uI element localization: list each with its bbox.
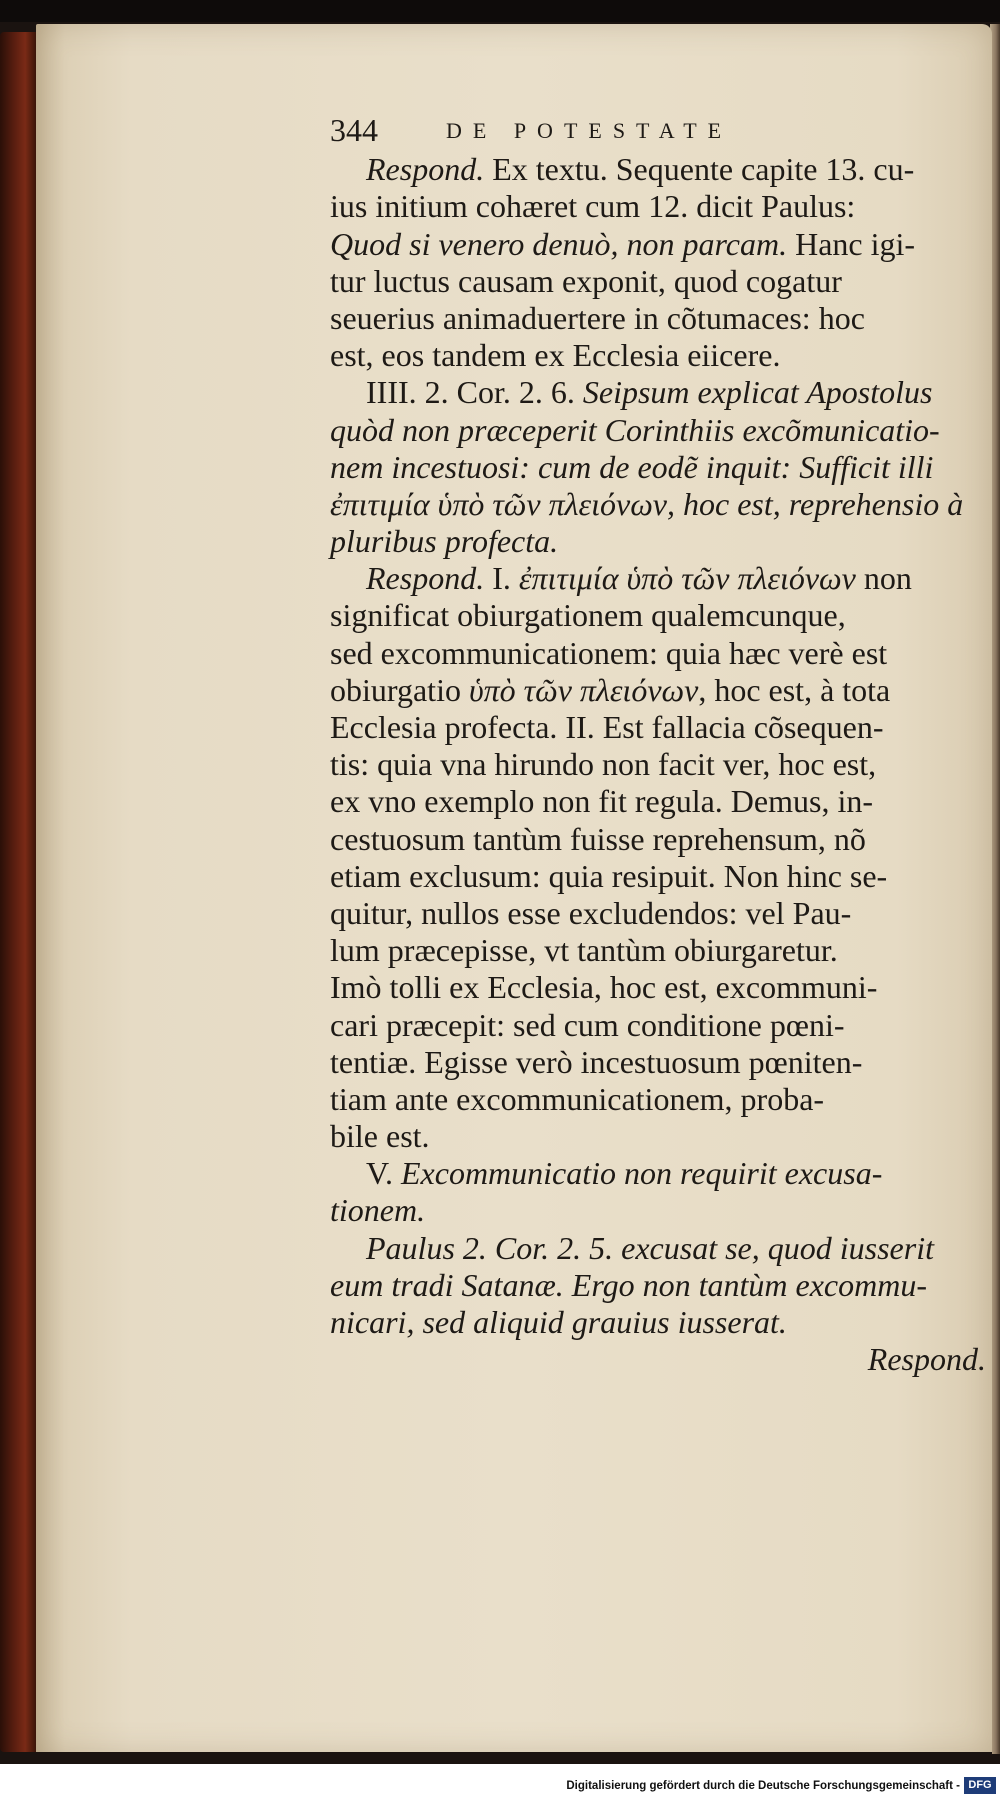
italic-text: pluribus profecta. [330, 523, 559, 560]
roman-text: ius initium cohæret cum 12. dicit Paulus: [330, 188, 856, 225]
italic-text: Respond. [366, 560, 485, 597]
text-line [330, 746, 986, 783]
page-number: 344 [330, 112, 378, 148]
roman-text: cestuosum tantùm fuisse reprehensum, nõ [330, 820, 866, 857]
roman-text: IIII. 2. Cor. 2. 6. [366, 374, 583, 411]
roman-text: sed excommunicationem: quia hæc verè est [330, 634, 888, 671]
roman-text: Imò tolli ex Ecclesia, hoc est, excommuni- [330, 969, 878, 1006]
text-line [330, 1155, 986, 1192]
dfg-logo: DFG [964, 1777, 996, 1794]
italic-text: ἐπιτιμία ὑπὸ τῶν πλειόνων [518, 560, 856, 597]
scan-bottom-border [36, 1752, 992, 1764]
text-line [330, 523, 986, 560]
funding-credit: Digitalisierung gefördert durch die Deutsche Forschungsgemeinschaft - [566, 1780, 960, 1792]
text-line [330, 1341, 986, 1378]
italic-text: tionem. [330, 1192, 426, 1229]
roman-text: tur luctus causam exponit, quod cogatur [330, 262, 842, 299]
italic-text: nem incestuosi: cum de eodẽ inquit: Sufficit illi [330, 448, 934, 485]
roman-text: seuerius animaduertere in cõtumaces: hoc [330, 299, 865, 336]
text-line [330, 709, 986, 746]
roman-text: Ecclesia profecta. II. Est fallacia cõsequen- [330, 709, 884, 745]
italic-text: Respond. [366, 151, 485, 188]
italic-text: ὑπὸ τῶν πλειόνων [468, 671, 699, 708]
roman-text: etiam exclusum: quia resipuit. Non hinc se- [330, 857, 888, 894]
text-line [330, 1267, 986, 1304]
digitization-footer [0, 1764, 1000, 1803]
roman-text: tis: quia vna hirundo non facit ver, hoc est, [330, 746, 877, 783]
running-header [330, 112, 986, 149]
text-line [330, 337, 986, 374]
book-cover-edge [0, 32, 36, 1752]
text-line [330, 226, 986, 263]
text-line [330, 1192, 986, 1229]
roman-text: significat obiurgationem qualemcunque, [330, 597, 846, 634]
text-line [330, 1118, 986, 1155]
italic-text: Respond. [867, 1341, 986, 1378]
roman-text: V. [366, 1155, 401, 1192]
scan-top-border [0, 0, 1000, 22]
italic-text: Paulus 2. Cor. 2. 5. excusat se, quod iusserit [366, 1229, 934, 1266]
text-line [330, 300, 986, 337]
roman-text: tentiæ. Egisse verò incestuosum pœniten- [330, 1043, 863, 1080]
italic-text: eum tradi Satanæ. Ergo non tantùm excommu- [330, 1266, 927, 1303]
roman-text: est, eos tandem ex Ecclesia eiicere. [330, 337, 781, 374]
text-line [330, 560, 986, 597]
body-text [330, 151, 986, 1378]
text-line [330, 895, 986, 932]
roman-text: cari præcepit: sed cum conditione pœni- [330, 1006, 845, 1043]
text-line [330, 1304, 986, 1341]
roman-text: Hanc igi- [787, 225, 916, 262]
roman-text: obiurgatio [330, 671, 469, 708]
roman-text: lum præcepisse, vt tantùm obiurgaretur. [330, 932, 838, 969]
roman-text: Ex textu. Sequente capite 13. cu- [484, 151, 915, 188]
italic-text: quòd non præceperit Corinthiis excõmunicatio- [330, 411, 940, 448]
text-line [330, 597, 986, 634]
text-line [330, 486, 986, 523]
page-text [330, 112, 986, 1378]
text-line [330, 1230, 986, 1267]
text-line [330, 969, 986, 1006]
roman-text: ex vno exemplo non fit regula. Demus, in- [330, 783, 873, 820]
roman-text: , hoc est, à tota [698, 671, 891, 708]
italic-text: nicari, sed aliquid grauius iusserat. [330, 1304, 787, 1340]
text-line [330, 1081, 986, 1118]
italic-text: Quod si venero denuò, non parcam. [330, 225, 788, 262]
roman-text: bile est. [330, 1118, 430, 1155]
running-title: DE POTESTATE [446, 118, 733, 143]
roman-text: I. [484, 560, 519, 597]
text-line [330, 151, 986, 188]
text-line [330, 672, 986, 709]
italic-text: Excommunicatio non requirit excusa- [400, 1155, 883, 1192]
italic-text: Seipsum explicat Apostolus [582, 374, 933, 411]
text-line [330, 1007, 986, 1044]
text-line [330, 932, 986, 969]
text-line [330, 263, 986, 300]
text-line [330, 188, 986, 225]
text-line [330, 449, 986, 486]
text-line [330, 374, 986, 411]
roman-text: quitur, nullos esse excludendos: vel Pau- [330, 894, 852, 931]
italic-text: ἐπιτιμία ὑπὸ τῶν πλειόνων, hoc est, reprehensio à [330, 485, 964, 522]
text-line [330, 1044, 986, 1081]
text-line [330, 783, 986, 820]
roman-text: non [855, 560, 912, 597]
text-line [330, 858, 986, 895]
text-line [330, 635, 986, 672]
roman-text: tiam ante excommunicationem, proba- [330, 1080, 825, 1117]
text-line [330, 821, 986, 858]
text-line [330, 412, 986, 449]
